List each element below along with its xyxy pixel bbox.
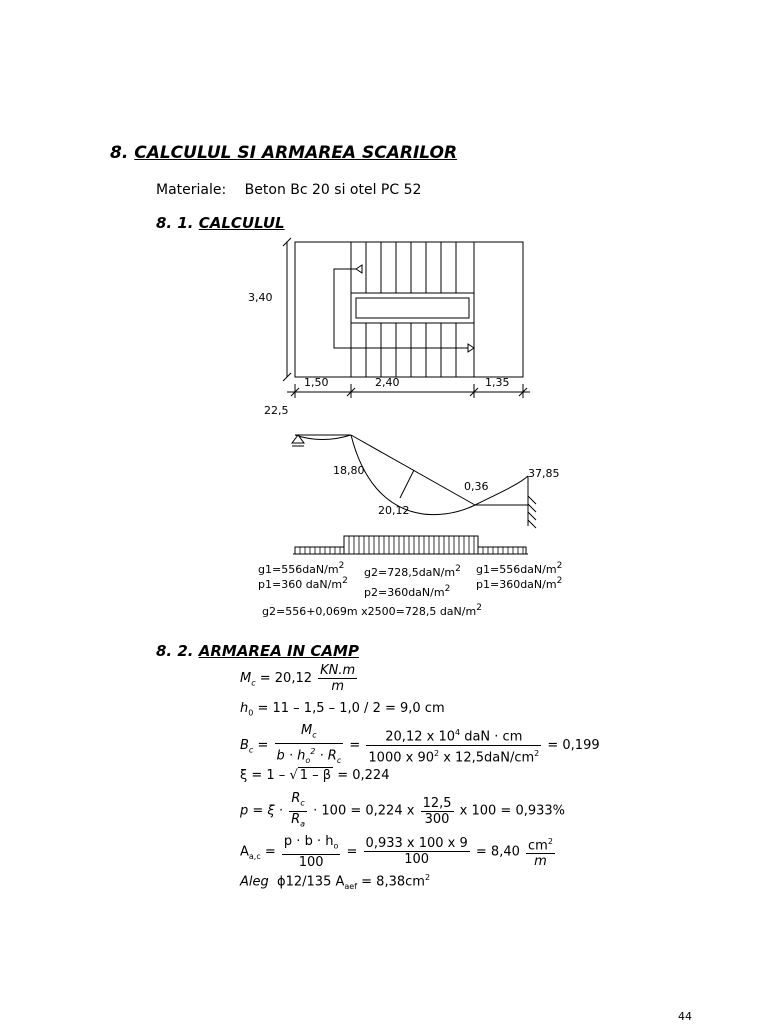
materials-line [156,182,421,198]
load-left-g: g1=556daN/m [258,563,339,576]
section-1-title: CALCULUL [198,214,285,232]
section-2-title: ARMAREA IN CAMP [198,642,359,660]
load-strip [293,536,528,554]
plan-dim-2: 2,40 [375,376,400,389]
section-2-number: 8. 2. [156,642,194,660]
load-mid-p: p2=360daN/m [364,586,445,599]
load-mid-g: g2=728,5daN/m [364,566,456,579]
moment-1-label: 18,80 [333,464,365,477]
moment-diagram [292,435,536,528]
load-labels [258,561,562,618]
svg-text:g1=556daN/m2: $g1=556daN/m^2$ [476,561,563,576]
equation-mc: $M_c = 20,12$ $\frac{KN.m}{m}$ [240,663,356,694]
materials-label: Materiale: [156,182,227,198]
chapter-title: CALCULUL SI ARMAREA SCARILOR [134,143,458,163]
load-left-p: p1=360 daN/m [258,578,343,591]
moment-left-label: 22,5 [264,404,289,417]
plan-dim-1: 1,50 [304,376,329,389]
section-1-number: 8. 1. [156,214,194,232]
equation-h0: $h_0 = 11 - 1,5 - 1,0 / 2 = 9,0$ cm [240,701,445,718]
chapter-number: 8. [110,143,129,163]
load-right-p: p1=360daN/m [476,578,557,591]
svg-text:g2=556+0,069m x2500=728,5 daN/: g2=556+0,069m x2500=728,5 daN/$m^2$ [262,603,482,618]
equation-bc: $B_c$ = $\frac{M_c}{b \cdot h_o^2 \cdot R_c}$ = $\frac{20,12 x 10^4 daN \cdot cm}{1000 x 90^2 x 12,5daN/cm^2}$ = 0,199 [240,723,600,766]
load-right-g: g1=556daN/m [476,563,557,576]
moment-2-label: 20,12 [378,504,410,517]
plan-dim-3: 1,35 [485,376,510,389]
page-number: 44 [678,1010,692,1023]
materials-value: Beton Bc 20 si otel PC 52 [244,182,422,198]
equation-xi: ξ = 1 – √ 1 – β = 0,224 [240,768,390,783]
moment-right-label: 37,85 [528,467,560,480]
plan-height-dim: 3,40 [248,291,273,304]
chapter-heading [110,143,457,163]
equation-aleg: Aleg ϕ12/135 $A_{aef} = 8,38cm^2$ [240,873,431,891]
svg-text:p1=360daN/m2: $p1=360daN/m^2$ [476,576,563,591]
load-formula: g2=556+0,069m x2500=728,5 daN/m [262,605,477,618]
stair-figure [240,230,580,625]
equation-p: p = ξ · $\frac{R_c}{R_a}$ · 100 = 0,224 x $\frac{12,5}{300}$ x 100 = 0,933% [240,791,566,829]
svg-text:g2=728,5daN/m2: $g2=728,5daN/m^2$ [364,564,461,579]
moment-3-label: 0,36 [464,480,489,493]
stair-plan [283,238,530,398]
svg-text:g1=556daN/m2: $g1=556daN/m^2$ [258,561,345,576]
equation-aac: $A_{a,c}$ = $\frac{p \cdot b \cdot h_o}{100}$ = $\frac{0,933 x 100 x 9}{100}$ = 8,40 $\frac{cm^2}{m}$ [240,834,553,870]
svg-text:p1=360 daN/m2: p1=360 daN/$m^2$ [258,576,348,591]
section-heading-2 [156,642,359,660]
svg-text:p2=360daN/m2: $p2=360daN/m^2$ [364,584,451,599]
